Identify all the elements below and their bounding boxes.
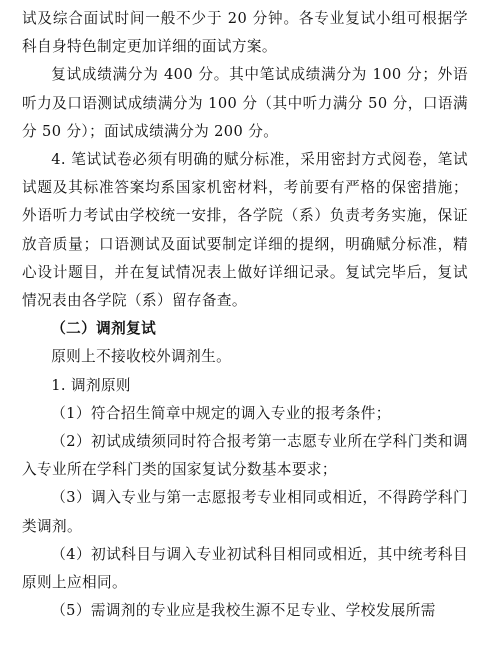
section-heading-adjustment: （二）调剂复试 — [51, 320, 157, 338]
list-item-principle-3: （3）调入专业与第一志愿报考专业相同或相近，不得跨学科门类调剂。 — [22, 489, 468, 535]
list-item-principle-2: （2）初试成绩须同时符合报考第一志愿专业所在学科门类和调入专业所在学科门类的国家复试分数基本要求； — [22, 433, 468, 479]
paragraph-written-exam-rules: 4. 笔试试卷必须有明确的赋分标准，采用密封方式阅卷，笔试试题及其标准答案均系国家机密材料，考前要有严格的保密措施；外语听力考试由学校统一安排，各学院（系）负责考务实施，保证放音质量；口语测试及面试要制定详细的提纲，明确赋分标准，精心设计题目，并在复试情况表上做好详细记录。复试完毕后，复试情况表由各学院（系）留存备查。 — [22, 151, 468, 310]
list-item-principle-4: （4）初试科目与调入专业初试科目相同或相近，其中统考科目原则上应相同。 — [22, 545, 468, 592]
list-item-principle-1: （1）符合招生简章中规定的调入专业的报考条件； — [51, 404, 391, 422]
paragraph-score-composition: 复试成绩满分为 400 分。其中笔试成绩满分为 100 分；外语听力及口语测试成绩满分为 100 分（其中听力满分 50 分，口语满分 50 分）；面试成绩满分为 200 分。 — [22, 66, 468, 140]
subheading-adjustment-principles: 1. 调剂原则 — [51, 376, 131, 394]
paragraph-no-external-adjustment: 原则上不接收校外调剂生。 — [51, 348, 232, 366]
list-item-principle-5: （5）需调剂的专业应是我校生源不足专业、学校发展所需 — [51, 602, 436, 620]
paragraph-interview-time: 试及综合面试时间一般不少于 20 分钟。各专业复试小组可根据学科自身特色制定更加详细的面试方案。 — [22, 10, 468, 56]
